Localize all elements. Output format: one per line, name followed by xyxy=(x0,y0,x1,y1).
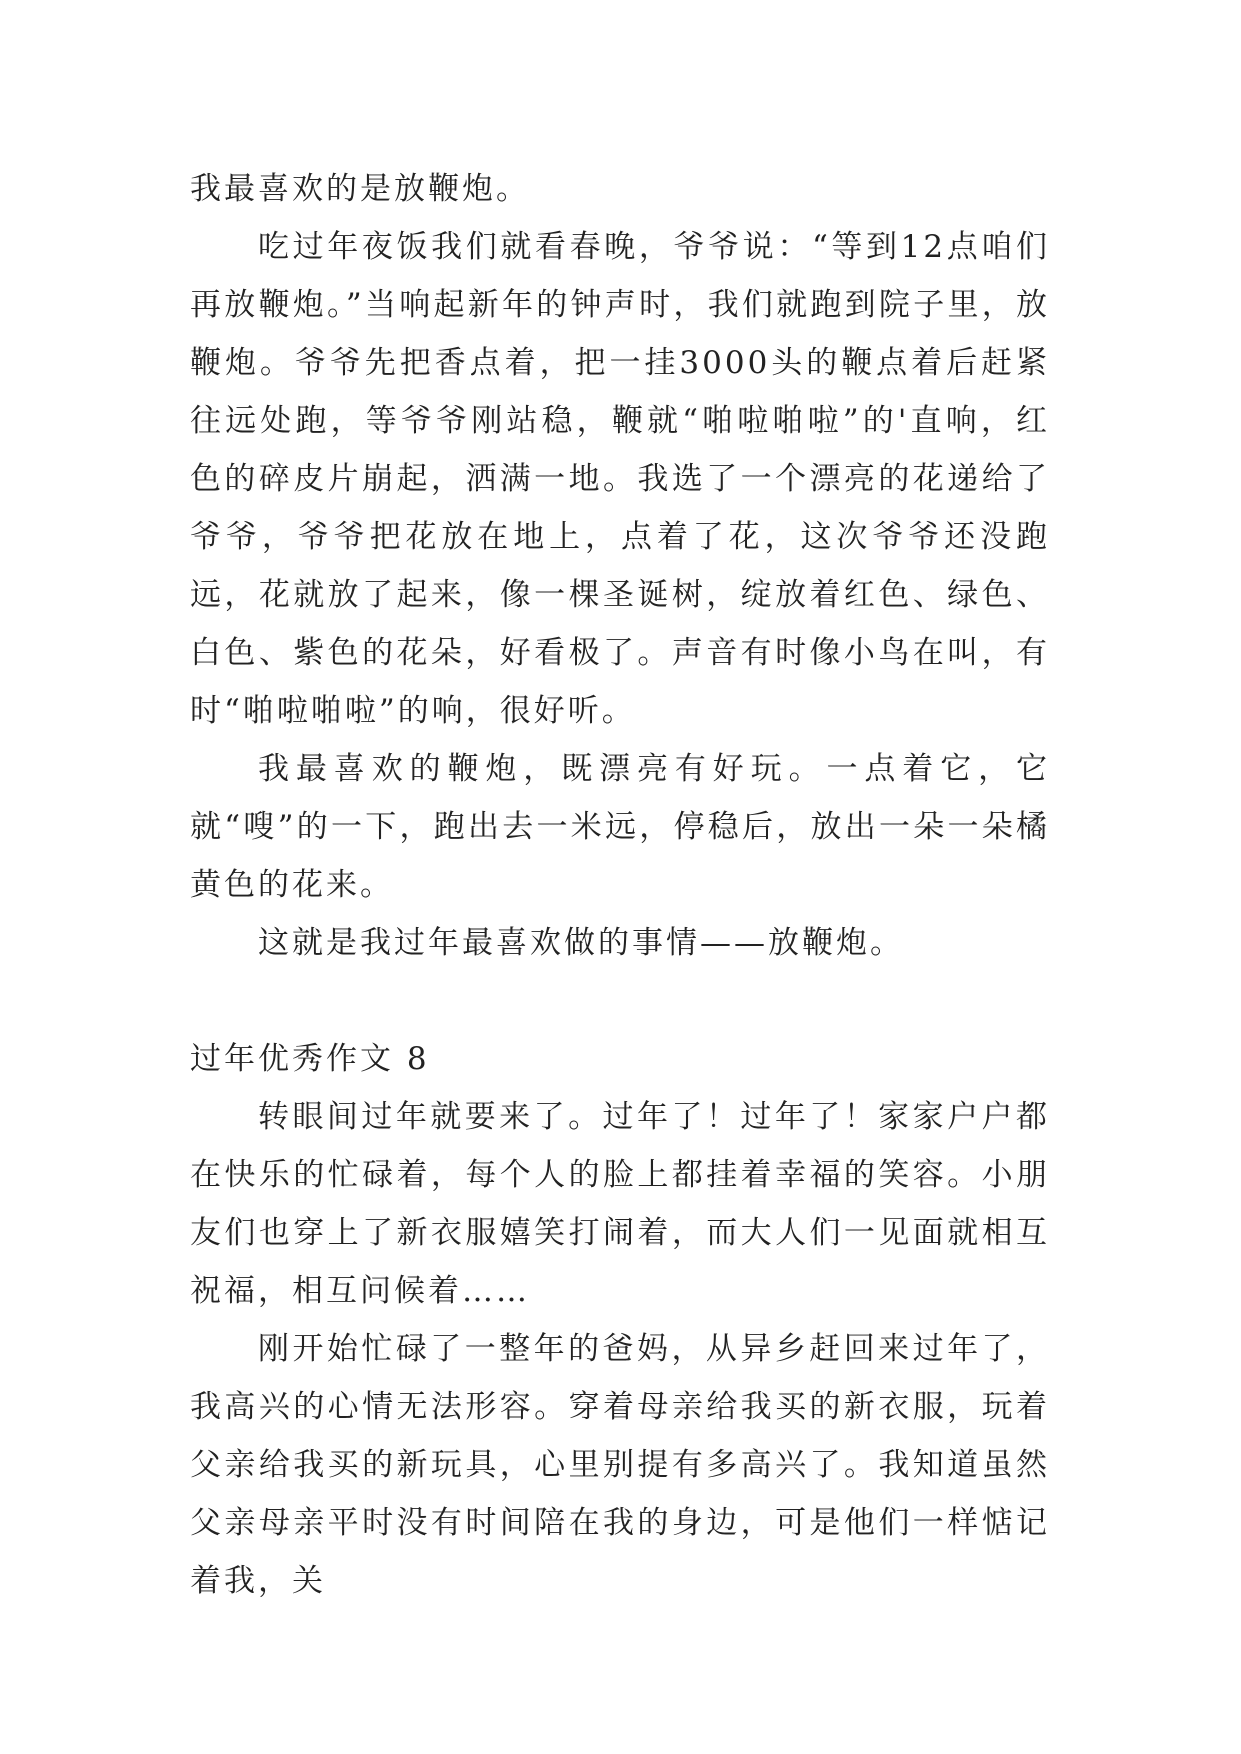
section-title: 过年优秀作文 8 xyxy=(190,1041,430,1077)
paragraph-1: 我最喜欢的是放鞭炮。 xyxy=(190,171,530,207)
paragraph-4: 这就是我过年最喜欢做的事情——放鞭炮。 xyxy=(258,925,904,961)
section-paragraph-2: 刚开始忙碌了一整年的爸妈，从异乡赶回来过年了，我高兴的心情无法形容。穿着母亲给我买的新衣服，玩着父亲给我买的新玩具，心里别提有多高兴了。我知道虽然父亲母亲平时没有时间陪在我的身边，可是他们一样惦记着我，关 xyxy=(190,1331,1050,1599)
paragraph-2: 吃过年夜饭我们就看春晚，爷爷说：“等到12点咱们再放鞭炮。”当响起新年的钟声时，我们就跑到院子里，放鞭炮。爷爷先把香点着，把一挂3000头的鞭点着后赶紧往远处跑，等爷爷刚站稳，鞭就“啪啦啪啦”的'直响，红色的碎皮片崩起，洒满一地。我选了一个漂亮的花递给了爷爷，爷爷把花放在地上，点着了花，这次爷爷还没跑远，花就放了起来，像一棵圣诞树，绽放着红色、绿色、白色、紫色的花朵，好看极了。声音有时像小鸟在叫，有时“啪啦啪啦”的响，很好听。 xyxy=(190,229,1050,729)
document-body xyxy=(190,160,1050,1610)
section-paragraph-1: 转眼间过年就要来了。过年了！过年了！家家户户都在快乐的忙碌着，每个人的脸上都挂着幸福的笑容。小朋友们也穿上了新衣服嬉笑打闹着，而大人们一见面就相互祝福，相互问候着…… xyxy=(190,1099,1050,1309)
paragraph-3: 我最喜欢的鞭炮，既漂亮有好玩。一点着它，它就“嗖”的一下，跑出去一米远，停稳后，放出一朵一朵橘黄色的花来。 xyxy=(190,751,1050,903)
